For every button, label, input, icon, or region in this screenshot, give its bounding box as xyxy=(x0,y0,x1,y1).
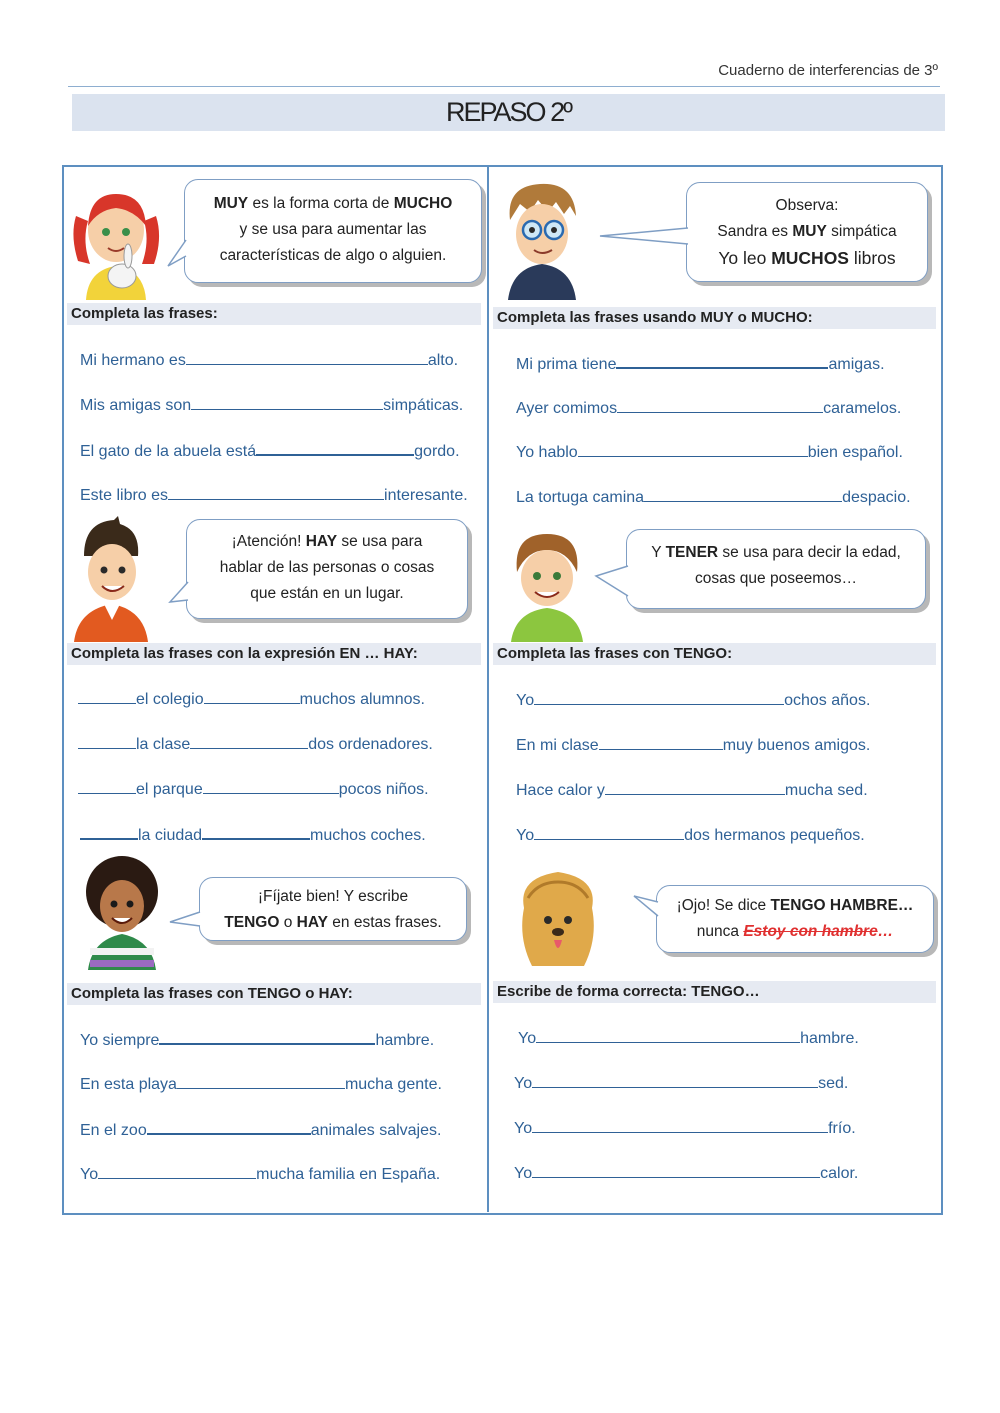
boy-with-glasses-illustration xyxy=(500,180,586,300)
section-heading: Escribe de forma correcta: TENGO… xyxy=(493,981,936,1003)
bubble-text: ¡Atención! xyxy=(231,533,306,550)
hay-keyword: HAY xyxy=(296,914,328,931)
answer-blank[interactable] xyxy=(159,1029,375,1045)
answer-blank[interactable] xyxy=(532,1073,818,1088)
bubble-text: y se usa para aumentar las xyxy=(239,221,427,238)
answer-blank[interactable] xyxy=(98,1164,256,1179)
exercise-line: Yo hambre. xyxy=(518,1030,859,1047)
exercise-line: En esta playa mucha gente. xyxy=(80,1076,442,1093)
exercise-line: El gato de la abuela está gordo. xyxy=(80,440,460,461)
answer-blank[interactable] xyxy=(186,350,428,365)
bubble-text: se usa para xyxy=(337,533,423,550)
answer-blank[interactable] xyxy=(617,398,823,413)
exercise-line: Yo calor. xyxy=(514,1165,859,1182)
bubble-text: Sandra es xyxy=(717,223,793,240)
exercise-line: Ayer comimos caramelos. xyxy=(516,400,902,417)
section-heading: Completa las frases con TENGO o HAY: xyxy=(67,983,481,1005)
answer-blank[interactable] xyxy=(534,690,784,705)
bubble-text: que están en un lugar. xyxy=(250,585,404,602)
hay-explanation-bubble xyxy=(186,519,468,619)
answer-blank[interactable] xyxy=(78,779,136,794)
answer-blank[interactable] xyxy=(190,734,308,749)
title-bar xyxy=(72,94,945,131)
page-title: REPASO 2º xyxy=(446,97,571,127)
answer-blank[interactable] xyxy=(177,1074,345,1089)
section-heading: Completa las frases con TENGO: xyxy=(493,643,936,665)
exercise-line: Yo ochos años. xyxy=(516,692,871,709)
exercise-line: Yo siempre hambre. xyxy=(80,1029,434,1050)
answer-blank[interactable] xyxy=(578,442,808,457)
bubble-tail xyxy=(632,890,660,920)
answer-blank[interactable] xyxy=(599,735,723,750)
exercise-line: Yo dos hermanos pequeños. xyxy=(516,827,865,844)
exercise-line: Este libro es interesante. xyxy=(80,487,468,504)
bubble-text: o xyxy=(279,914,297,931)
exercise-line: En mi clase muy buenos amigos. xyxy=(516,737,871,754)
section-heading: Completa las frases usando MUY o MUCHO: xyxy=(493,307,936,329)
answer-blank[interactable] xyxy=(644,487,842,502)
boy-orange-shirt-illustration xyxy=(70,516,150,642)
column-divider xyxy=(487,166,489,1212)
answer-blank[interactable] xyxy=(532,1163,820,1178)
answer-blank[interactable] xyxy=(191,395,383,410)
bubble-text: Y xyxy=(651,544,666,561)
exercise-line: Hace calor y mucha sed. xyxy=(516,782,868,799)
exercise-line: Yo mucha familia en España. xyxy=(80,1166,441,1183)
exercise-line: Yo hablo bien español. xyxy=(516,444,903,461)
bubble-text: características de algo o alguien. xyxy=(219,247,447,264)
exercise-line: la clase dos ordenadores. xyxy=(78,734,433,754)
girl-with-rabbit-illustration xyxy=(68,186,164,300)
section-heading: Completa las frases: xyxy=(67,303,481,325)
answer-blank[interactable] xyxy=(78,734,136,749)
exercise-line: la ciudad muchos coches. xyxy=(80,824,426,845)
bubble-tail xyxy=(594,562,630,602)
bubble-text: hablar de las personas o cosas xyxy=(219,559,435,576)
tener-keyword: TENER xyxy=(665,544,719,561)
bubble-text: simpática xyxy=(826,223,897,240)
observe-bubble xyxy=(686,182,928,282)
bubble-tail xyxy=(598,222,690,248)
answer-blank[interactable] xyxy=(203,779,339,794)
muchos-keyword: MUCHOS xyxy=(771,248,849,268)
bubble-text: Observa: xyxy=(775,197,839,214)
tengo-hambre-keyword: TENGO HAMBRE… xyxy=(770,897,914,914)
exercise-line: La tortuga camina despacio. xyxy=(516,489,911,506)
exercise-line: el parque pocos niños. xyxy=(78,779,429,799)
tener-explanation-bubble xyxy=(626,529,926,609)
mucho-keyword: MUCHO xyxy=(393,195,453,212)
answer-blank[interactable] xyxy=(616,353,828,369)
bubble-text: cosas que poseemos… xyxy=(695,570,857,587)
section-heading: Completa las frases con la expresión EN … HAY: xyxy=(67,643,481,665)
bubble-text: en estas frases. xyxy=(327,914,442,931)
answer-blank[interactable] xyxy=(78,689,136,704)
bubble-text: ¡Ojo! Se dice xyxy=(676,897,771,914)
fluffy-dog-illustration xyxy=(518,868,598,970)
answer-blank[interactable] xyxy=(204,689,300,704)
answer-blank[interactable] xyxy=(256,440,414,456)
bubble-tail xyxy=(166,238,188,270)
bubble-tail xyxy=(168,580,190,612)
bubble-text: Yo leo xyxy=(718,248,772,268)
answer-blank[interactable] xyxy=(605,780,785,795)
bubble-text: se usa para decir la edad, xyxy=(718,544,901,561)
exercise-line: En el zoo animales salvajes. xyxy=(80,1119,441,1140)
answer-blank[interactable] xyxy=(532,1118,828,1133)
answer-blank[interactable] xyxy=(536,1028,800,1043)
hay-keyword: HAY xyxy=(305,533,338,550)
tengo-hambre-warning-bubble xyxy=(656,885,934,953)
notebook-note: Cuaderno de interferencias de 3º xyxy=(718,62,938,79)
bubble-text: es la forma corta de xyxy=(248,195,394,212)
answer-blank[interactable] xyxy=(534,825,684,840)
bubble-text: libros xyxy=(848,248,896,268)
answer-blank[interactable] xyxy=(147,1119,311,1135)
bubble-tail xyxy=(168,906,202,932)
tengo-keyword: TENGO xyxy=(224,914,280,931)
exercise-line: Mis amigas son simpáticas. xyxy=(80,397,464,414)
muy-keyword: MUY xyxy=(213,195,249,212)
exercise-line: Yo sed. xyxy=(514,1075,849,1092)
boy-green-shirt-illustration xyxy=(505,530,587,642)
curly-haired-child-illustration xyxy=(80,856,164,970)
muy-keyword: MUY xyxy=(792,223,827,240)
muy-explanation-bubble xyxy=(184,179,482,283)
bubble-text: nunca xyxy=(696,923,744,940)
answer-blank[interactable] xyxy=(80,824,138,840)
answer-blank[interactable] xyxy=(202,824,310,840)
tengo-hay-tip-bubble xyxy=(199,877,467,941)
answer-blank[interactable] xyxy=(168,485,384,500)
ellipsis: … xyxy=(877,923,894,940)
bubble-text: ¡Fíjate bien! Y escribe xyxy=(257,888,409,905)
exercise-line: el colegio muchos alumnos. xyxy=(78,689,425,709)
header-rule xyxy=(68,86,940,87)
exercise-line: Yo frío. xyxy=(514,1120,856,1137)
exercise-line: Mi prima tiene amigas. xyxy=(516,353,885,374)
incorrect-phrase: Estoy con hambre xyxy=(743,923,878,940)
exercise-line: Mi hermano es alto. xyxy=(80,352,459,369)
